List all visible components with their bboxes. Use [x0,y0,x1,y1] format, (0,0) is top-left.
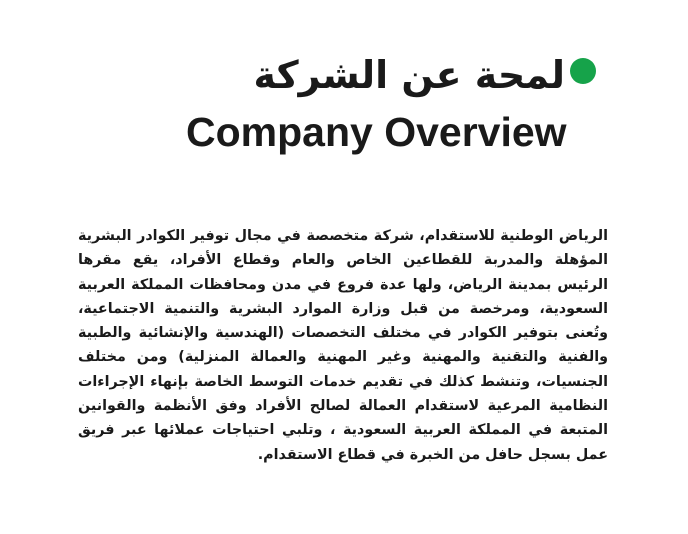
overview-paragraph: الرياض الوطنية للاستقدام، شركة متخصصة في مجال توفير الكوادر البشرية المؤهلة والمدربة للقطاعين الخاص والعام وقطاع الأفراد، يقع مقرها الرئيس بمدينة الرياض، ولها عدة فروع في مدن ومحافظات المملكة العربية السعودية، ومرخصة من قبل وزارة الموارد البشرية والتنمية الاجتماعية، وتُعنى بتوفير الكوادر في مختلف التخصصات (الهندسية والإنشائية والطبية والفنية والتقنية والمهنية وغير المهنية والعمالة المنزلية) ومن مختلف الجنسيات، وتنشط كذلك في تقديم خدمات التوسط الخاصة بإنهاء الإجراءات النظامية المرعية لاستقدام العمالة لصالح الأفراد وفق الأنظمة والقوانين المتبعة في المملكة العربية السعودية ، وتلبي احتياجات عملائها عبر فريق عمل بسجل حافل من الخبرة في قطاع الاستقدام. [78,228,608,463]
green-bullet-icon [570,58,596,84]
page-title-english: Company Overview [186,109,567,155]
page-title-arabic: لمحة عن الشركة [253,53,565,97]
